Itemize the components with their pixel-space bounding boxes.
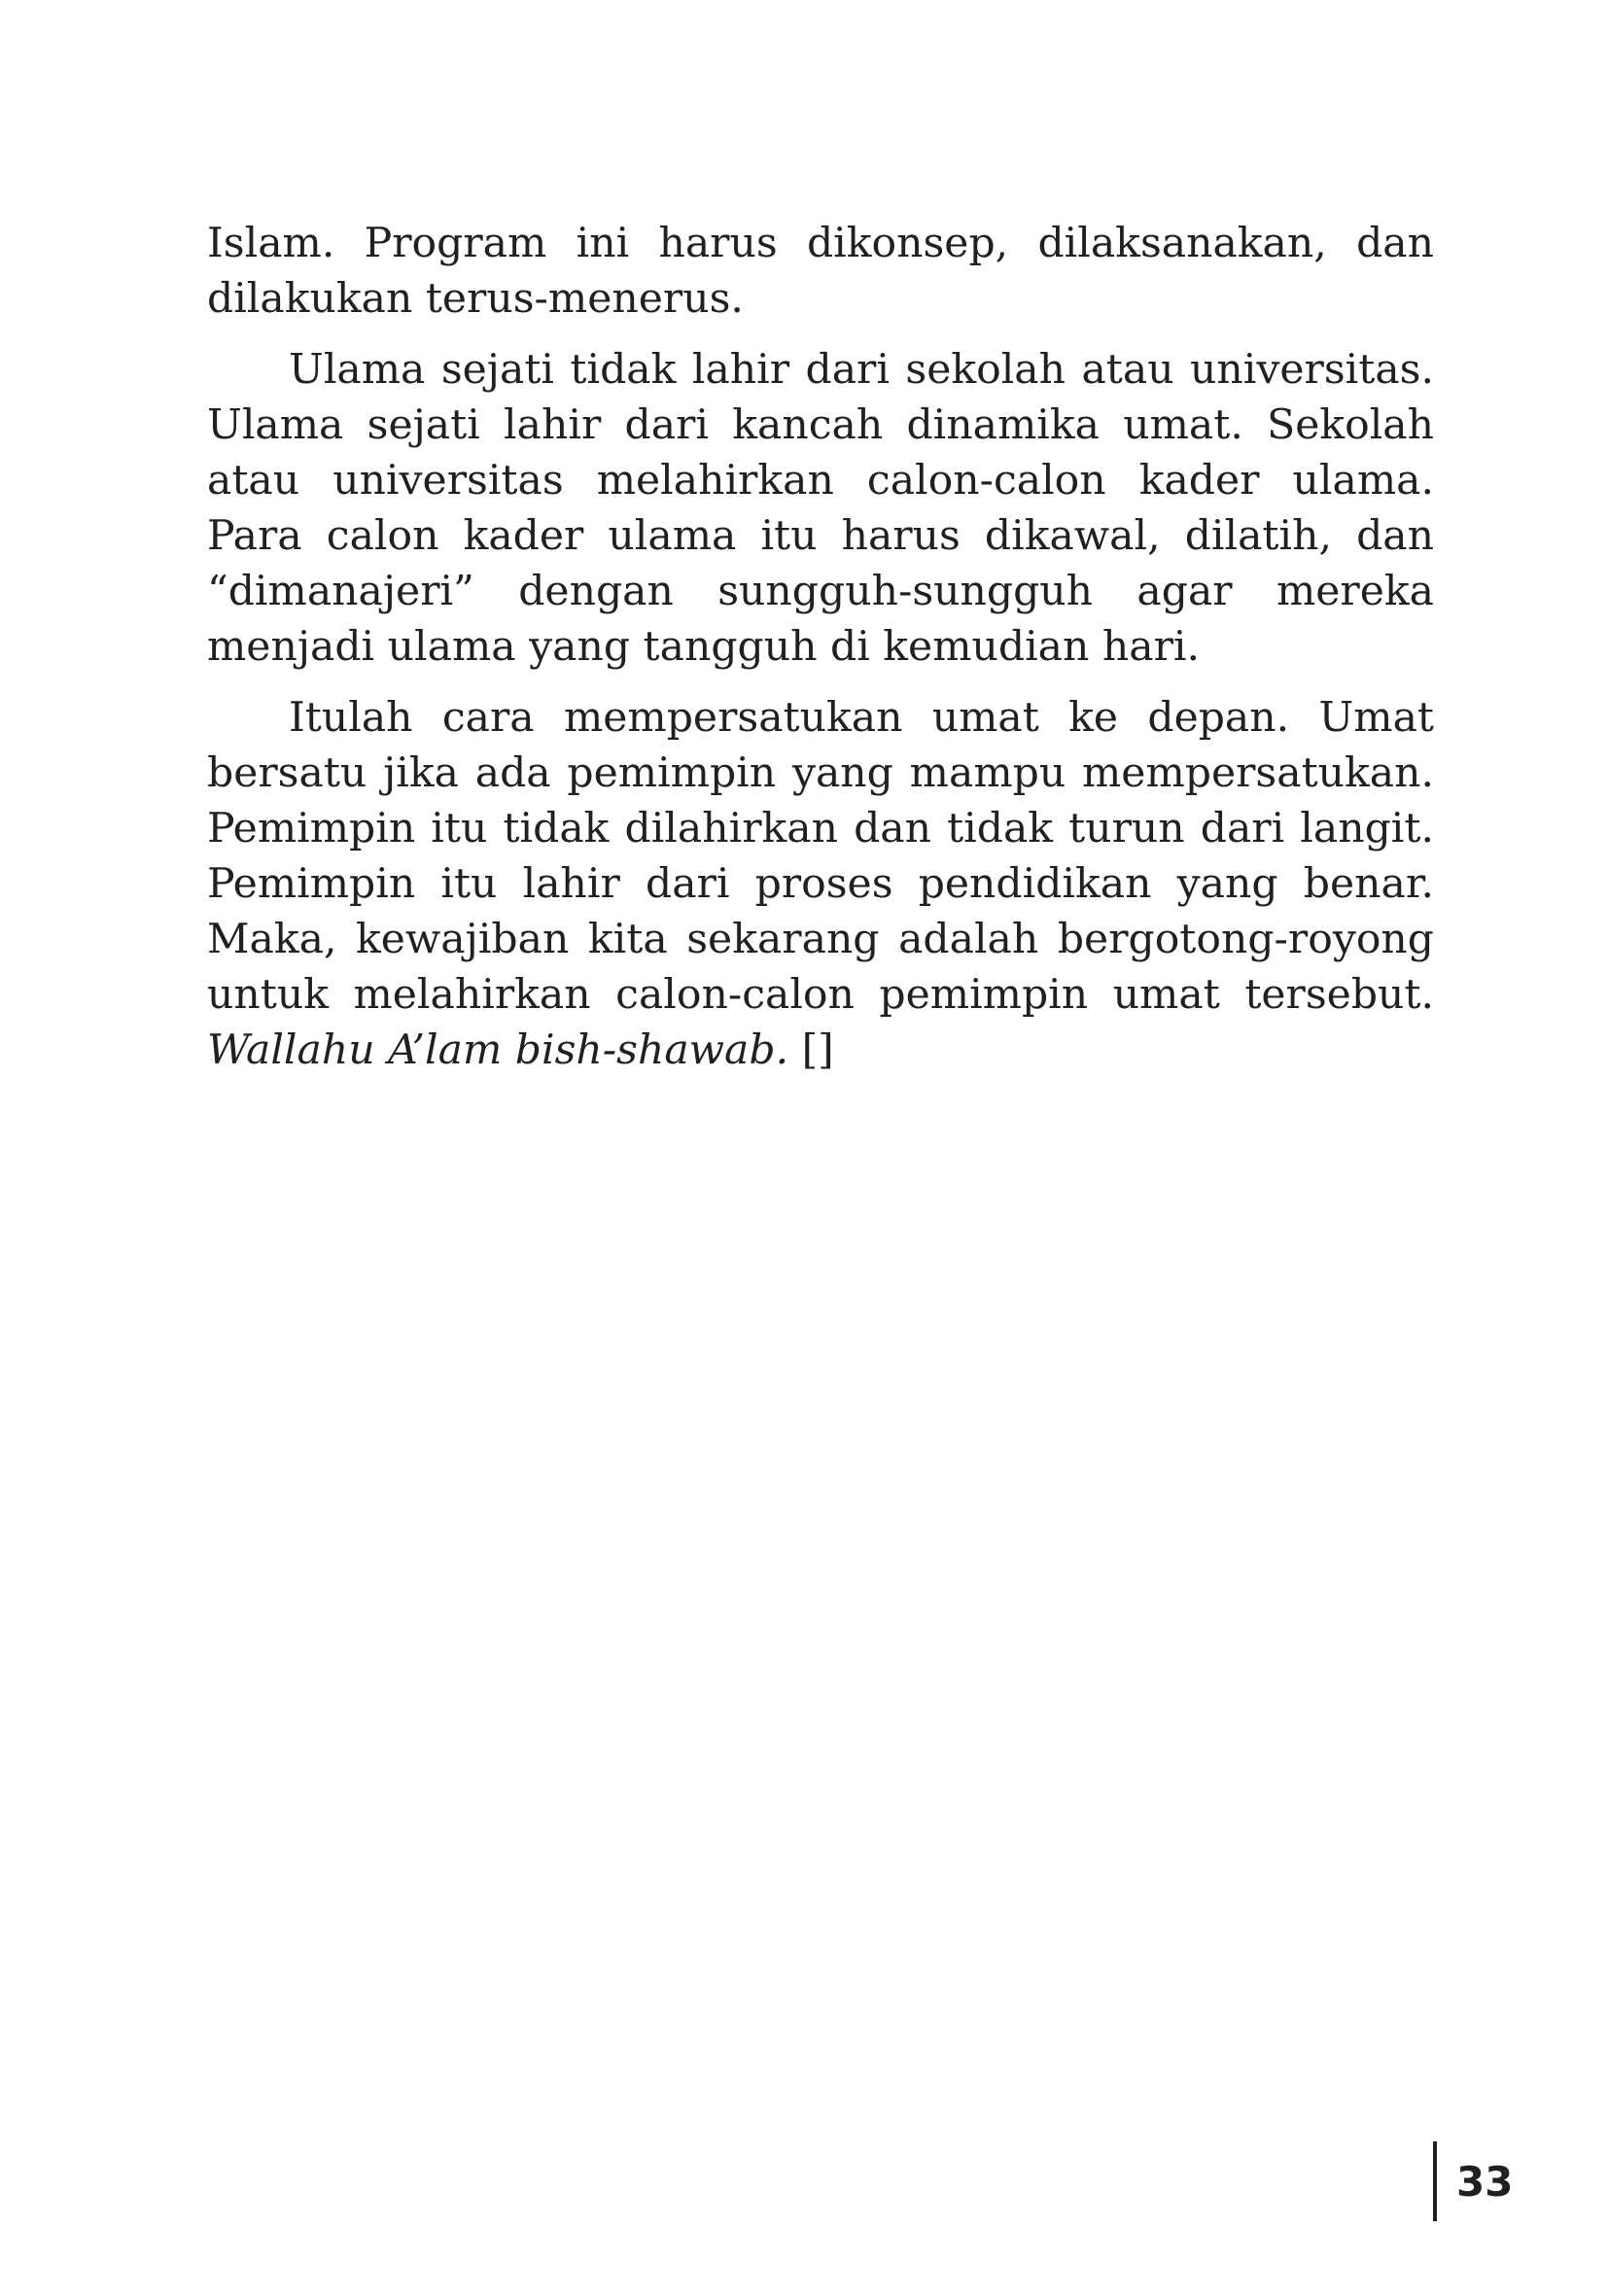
paragraph-pemimpin <box>207 690 1434 1078</box>
page-number <box>1433 2141 1513 2221</box>
closing-phrase-italic: Wallahu A’lam bish-shawab. <box>207 1026 789 1074</box>
paragraph-1-text: Islam. Program ini harus dikonsep, dilaksanakan, dan dilakukan terus-menerus. <box>207 220 1434 323</box>
paragraph-continued <box>207 216 1434 327</box>
body-text <box>207 216 1434 1094</box>
page-number-text: 33 <box>1456 2157 1514 2206</box>
end-mark: [] <box>788 1026 834 1074</box>
paragraph-ulama <box>207 342 1434 675</box>
paragraph-3-text: Itulah cara mempersatukan umat ke depan. Umat bersatu jika ada pemimpin yang mampu mempersatukan. Pemimpin itu tidak dilahirkan dan tidak turun dari langit. Pemimpin itu lahir dari proses pendidikan yang benar. Maka, kewajiban kita sekarang adalah bergotong-royong untuk melahirkan calon-calon pemimpin umat tersebut. <box>207 694 1434 1019</box>
paragraph-2-text: Ulama sejati tidak lahir dari sekolah atau universitas. Ulama sejati lahir dari kancah dinamika umat. Sekolah atau universitas melahirkan calon-calon kader ulama. Para calon kader ulama itu harus dikawal, dilatih, dan “dimanajeri” dengan sungguh-sungguh agar mereka menjadi ulama yang tangguh di kemudian hari. <box>207 346 1434 671</box>
